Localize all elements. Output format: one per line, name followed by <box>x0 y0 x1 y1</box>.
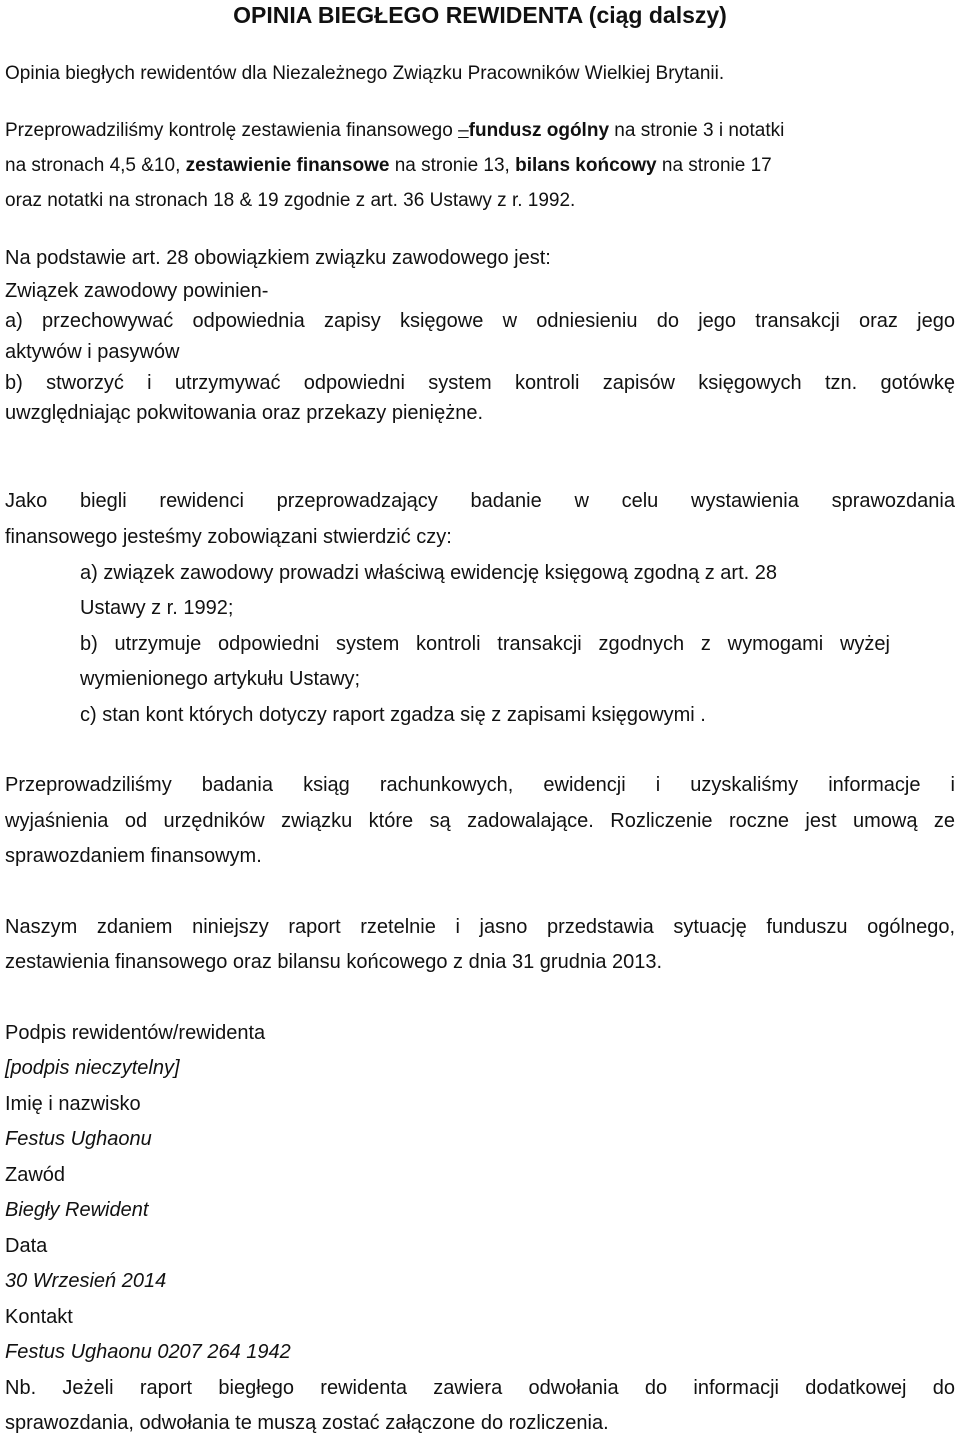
p1-text-d: na stronie 3 i notatki <box>609 120 785 141</box>
p1-text-f: na stronie 13, <box>389 155 516 176</box>
p2-item-a-line-1: a) przechowywać odpowiednia zapisy księgowe w odniesieniu do jego transakcji oraz jego <box>5 310 955 332</box>
signature-label: Podpis rewidentów/rewidenta <box>5 1022 266 1044</box>
p2-item-b-line-2: uwzględniając pokwitowania oraz przekazy pieniężne. <box>5 402 484 424</box>
job-value: Biegły Rewident <box>5 1199 149 1221</box>
p5-line-2: zestawienia finansowego oraz bilansu końcowego z dnia 31 grudnia 2013. <box>5 951 663 973</box>
contact-label: Kontakt <box>5 1306 73 1328</box>
p1-text-g: na stronie 17 <box>656 155 772 176</box>
p2-line-1: Na podstawie art. 28 obowiązkiem związku zawodowego jest: <box>5 247 551 269</box>
p1-line-1 <box>5 113 784 148</box>
p2-item-a-line-2: aktywów i pasywów <box>5 341 180 363</box>
document-title: OPINIA BIEGŁEGO REWIDENTA (ciąg dalszy) <box>233 2 727 28</box>
p1-fundusz-ogolny: fundusz ogólny <box>468 120 610 141</box>
subtitle: Opinia biegłych rewidentów dla Niezależnego Związku Pracowników Wielkiej Brytanii. <box>5 63 725 84</box>
date-value: 30 Wrzesień 2014 <box>5 1270 167 1292</box>
name-label: Imię i nazwisko <box>5 1093 141 1115</box>
note-line-2: sprawozdania, odwołania te muszą zostać załączone do rozliczenia. <box>5 1412 609 1434</box>
p3-item-b-line-1: b) utrzymuje odpowiedni system kontroli transakcji zgodnych z wymogami wyżej <box>80 633 890 655</box>
p1-bilans-koncowy: bilans końcowy <box>515 155 657 176</box>
signature-value: [podpis nieczytelny] <box>5 1057 180 1079</box>
p1-line-2 <box>5 148 772 183</box>
p1-line-3: oraz notatki na stronach 18 & 19 zgodnie z art. 36 Ustawy z r. 1992. <box>5 190 576 211</box>
note-line-1: Nb. Jeżeli raport biegłego rewidenta zawiera odwołania do informacji dodatkowej do <box>5 1377 955 1399</box>
date-label: Data <box>5 1235 48 1257</box>
job-label: Zawód <box>5 1164 66 1186</box>
p3-line-2: finansowego jesteśmy zobowiązani stwierdzić czy: <box>5 526 452 548</box>
p1-text-a: Przeprowadziliśmy kontrolę zestawienia finansowego <box>5 120 459 141</box>
p3-item-a-line-2: Ustawy z r. 1992; <box>80 597 234 619</box>
p1-text-e: na stronach 4,5 &10, <box>5 155 186 176</box>
p4-line-1: Przeprowadziliśmy badania ksiąg rachunkowych, ewidencji i uzyskaliśmy informacje i <box>5 774 955 796</box>
contact-value: Festus Ughaonu 0207 264 1942 <box>5 1341 291 1363</box>
p3-line-1: Jako biegli rewidenci przeprowadzający badanie w celu wystawienia sprawozdania <box>5 490 955 512</box>
name-value: Festus Ughaonu <box>5 1128 152 1150</box>
p3-item-b-line-2: wymienionego artykułu Ustawy; <box>80 668 361 690</box>
p3-item-a-line-1: a) związek zawodowy prowadzi właściwą ewidencję księgową zgodną z art. 28 <box>80 562 778 584</box>
p5-line-1: Naszym zdaniem niniejszy raport rzetelnie i jasno przedstawia sytuację funduszu ogólnego, <box>5 916 955 938</box>
p4-line-3: sprawozdaniem finansowym. <box>5 845 262 867</box>
p4-line-2: wyjaśnienia od urzędników związku które są zadowalające. Rozliczenie roczne jest umową ze <box>5 810 955 832</box>
p1-zestawienie-finansowe: zestawienie finansowe <box>185 155 390 176</box>
p2-line-2: Związek zawodowy powinien- <box>5 280 269 302</box>
p3-item-c: c) stan kont których dotyczy raport zgadza się z zapisami księgowymi . <box>80 704 706 726</box>
p2-item-b-line-1: b) stworzyć i utrzymywać odpowiedni system kontroli zapisów księgowych tzn. gotówkę <box>5 372 955 394</box>
p1-dash: – <box>458 120 469 141</box>
